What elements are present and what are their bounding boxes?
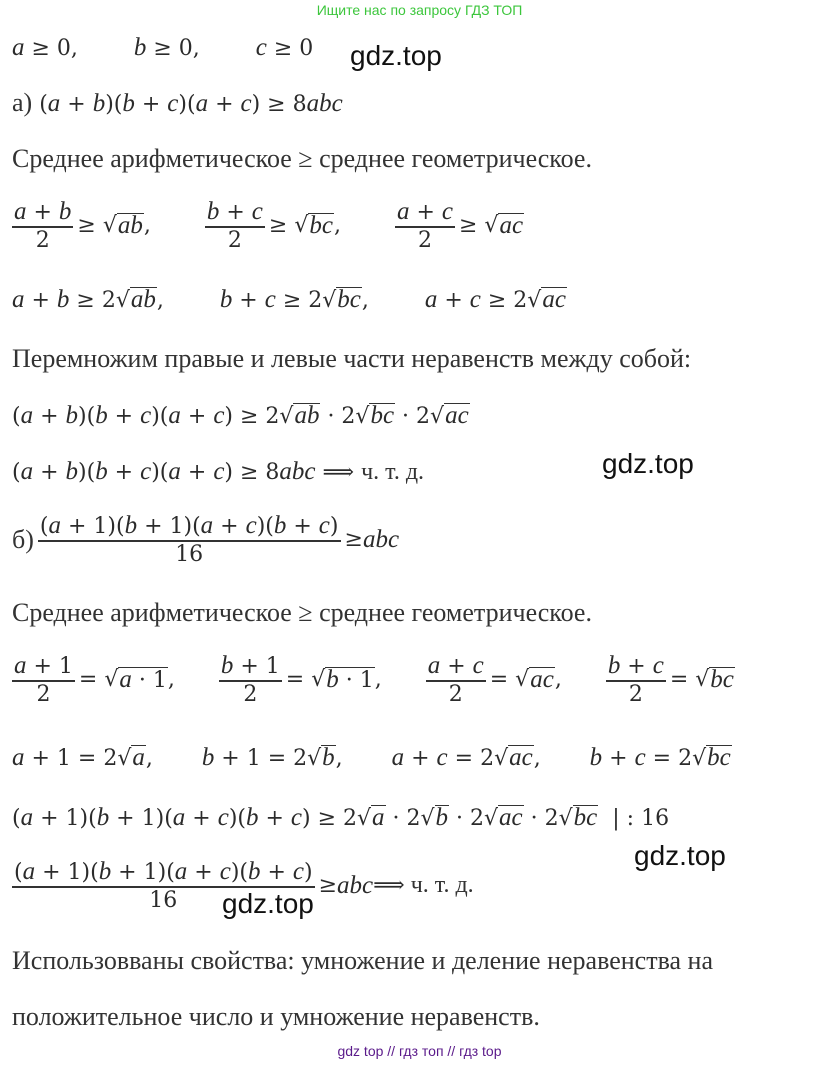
divide-annotation: | : 16 [612, 806, 670, 831]
am-gm-text-2: Среднее арифметическое ≥ среднее геометрическое. [12, 598, 592, 627]
footer-links[interactable]: gdz top // гдз топ // гдз top [337, 1043, 502, 1059]
doubled-b-line: a + 1 = 2√a, b + 1 = 2√b, a + c = 2√ac, b + c = 2√bc [12, 744, 731, 771]
am-gm-a-line: $\frac{a + b}{2}$ ≥ √ ab , $\frac{b + c}{2}$ ≥ √ bc , $\frac{a + c}{2}$ ≥ √ ac [14, 198, 524, 253]
doubled-a-line: a + b ≥ 2√ab, b + c ≥ 2√bc, a + c ≥ 2√ac [12, 286, 566, 313]
result-b-line: $\frac{(a + 1)(b + 1)(a + c)(b + c)}{16}$ ≥ abc ⟹ ч. т. д. [14, 858, 474, 913]
part-b-statement: б) $\frac{(a + 1)(b + 1)(a + c)(b + c)}{16}$ ≥ abc [12, 512, 400, 567]
watermark: gdz.top [350, 40, 442, 71]
product-a-line: (a + b)(b + c)(a + c) ≥ 2√ab · 2√bc · 2√ac [12, 402, 469, 429]
am-gm-text-1: Среднее арифметическое ≥ среднее геометрическое. [12, 144, 592, 173]
watermark: gdz.top [634, 840, 726, 871]
conclusion-line-2: положительное число и умножение неравенств. [12, 1002, 540, 1031]
conclusion-line-1: Использовваны свойства: умножение и деление неравенства на [12, 946, 713, 975]
part-a-statement: а) (a + b)(b + c)(a + c) ≥ 8abc [12, 88, 343, 117]
watermark: gdz.top [602, 448, 694, 479]
multiply-text: Перемножим правые и левые части неравенств между собой: [12, 344, 692, 373]
conditions-line: a ≥ 0, b ≥ 0, c ≥ 0 [12, 34, 314, 61]
product-b-line: (a + 1)(b + 1)(a + c)(b + c) ≥ 2√a · 2√b · 2√ac · 2√bc | : 16 [12, 804, 670, 831]
result-a-line: (a + b)(b + c)(a + c) ≥ 8abc ⟹ ч. т. д. [12, 458, 425, 485]
watermark: gdz.top [222, 888, 314, 919]
am-gm-b-line: $\frac{a + 1}{2}$ = √ a · 1 , $\frac{b + 1}{2}$ = √ b · 1 , $\frac{a + c}{2}$ = √ ac , $\frac{b + c}{2}$ = √ bc [14, 652, 734, 707]
search-banner: Ищите нас по запросу ГДЗ ТОП [316, 2, 523, 18]
